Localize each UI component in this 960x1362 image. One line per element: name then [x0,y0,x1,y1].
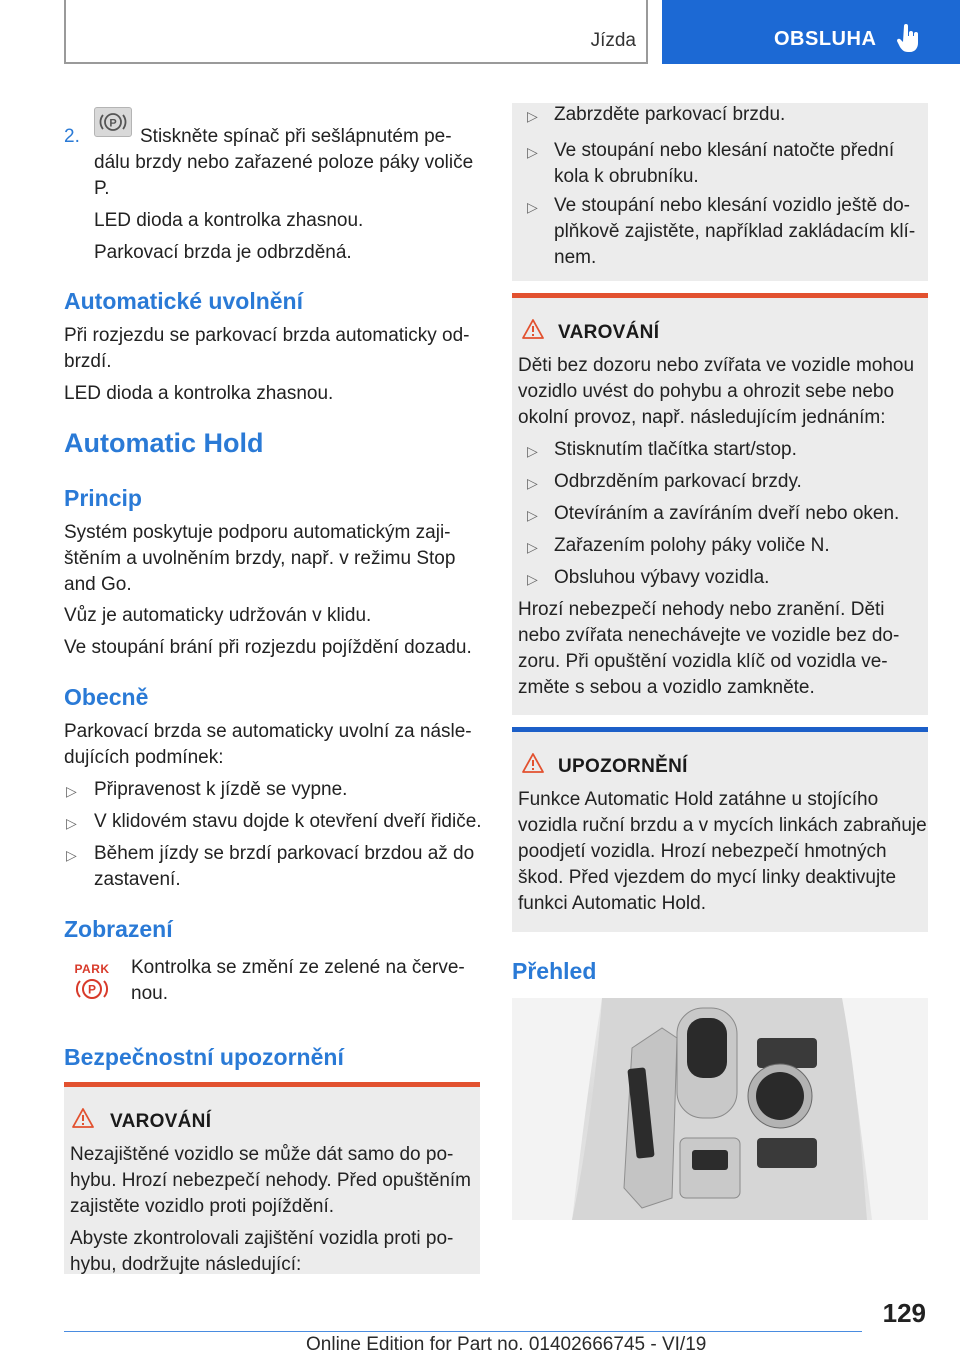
bullet-marker: ▷ [527,507,538,523]
step-line-1: Stiskněte spínač při sešlápnutém pe- [140,126,452,147]
general-bullet-2: V klidovém stavu dojde k otevření dveří řidiče. [94,811,482,832]
warning-line-1: Děti bez dozoru nebo zvířata ve vozidle mohou [518,355,915,376]
warning-bullet-5: Obsluhou výbavy vozidla. [554,567,770,588]
step-line-3: P. [94,178,110,199]
bullet-marker: ▷ [527,443,538,459]
general-line-1: Parkovací brzda se automaticky uvolní za násle- [64,721,472,742]
chapter-title: Jízda [590,30,636,51]
auto-release-line-2: brzdí. [64,351,112,372]
cont-bullet-3-line-3: nem. [554,247,597,268]
notice-title: UPOZORNĚNÍ [558,756,688,777]
notice-line-5: funkci Automatic Hold. [518,893,706,914]
cont-bullet-3-line-2: plňkově zajistěte, například zakládacím klí- [554,221,916,242]
footer-rule [64,1331,862,1332]
header-frame [64,0,648,64]
cont-bullet-1: Zabrzděte parkovací brzdu. [554,104,786,125]
cont-bullet-2-line-2: kola k obrubníku. [554,166,699,187]
warning-triangle-icon [72,1108,94,1128]
bullet-marker: ▷ [66,783,77,799]
warning-tail-1: Hrozí nebezpečí nehody nebo zranění. Děti [518,599,885,620]
warning-tail-4: změte s sebou a vozidlo zamkněte. [518,677,815,698]
general-bullet-1: Připravenost k jízdě se vypne. [94,779,348,800]
hand-pointer-icon [896,24,920,54]
warning-bullet-2: Odbrzděním parkovací brzdy. [554,471,802,492]
cont-bullet-2-line-1: Ve stoupání nebo klesání natočte přední [554,140,895,161]
safety-line-5: hybu, dodržujte následující: [70,1254,302,1275]
heading-overview: Přehled [512,958,597,984]
safety-line-4: Abyste zkontrolovali zajištění vozidla proti po- [70,1228,454,1249]
bullet-marker: ▷ [527,475,538,491]
warning-title: VAROVÁNÍ [110,1111,212,1132]
auto-release-line-1: Při rozjezdu se parkovací brzda automaticky od- [64,325,470,346]
warning-bullet-3: Otevíráním a zavíráním dveří nebo oken. [554,503,900,524]
bullet-marker: ▷ [527,144,538,160]
cont-bullet-3-line-1: Ve stoupání nebo klesání vozidlo ještě do- [554,195,910,216]
general-bullet-3-cont: zastavení. [94,869,181,890]
warning-tail-3: zoru. Při opuštění vozidla klíč od vozidla ve- [518,651,888,672]
safety-line-1: Nezajištěné vozidlo se může dát samo do po- [70,1144,454,1165]
bullet-marker: ▷ [527,199,538,215]
warning-line-3: okolní provoz, např. následujícím jednáním: [518,407,886,428]
principle-line-2: štěním a uvolněním brzdy, např. v režimu Stop [64,548,456,569]
notice-triangle-icon [522,753,544,773]
step-note-1: LED dioda a kontrolka zhasnou. [94,210,364,231]
section-tab-label: OBSLUHA [774,28,877,50]
safety-line-3: zajistěte vozidlo proti pojíždění. [70,1196,335,1217]
bullet-marker: ▷ [66,847,77,863]
bullet-marker: ▷ [527,539,538,555]
notice-line-4: škod. Před vjezdem do mycí linky deaktivujte [518,867,897,888]
footer-edition: Online Edition for Part no. 01402666745 - VI/19 [306,1334,707,1355]
parking-brake-button-icon [94,107,132,137]
step-line-2: dálu brzdy nebo zařazené poloze páky voliče [94,152,474,173]
display-line-2: nou. [131,983,168,1004]
principle-p3: Ve stoupání brání při rozjezdu pojíždění dozadu. [64,637,472,658]
auto-release-note: LED dioda a kontrolka zhasnou. [64,383,334,404]
general-bullet-3: Během jízdy se brzdí parkovací brzdou až do [94,843,475,864]
safety-line-2: hybu. Hrozí nebezpečí nehody. Před opuštěním [70,1170,472,1191]
warning-bullet-1: Stisknutím tlačítka start/stop. [554,439,797,460]
center-console-controls-picture [512,998,928,1220]
principle-p2: Vůz je automaticky udržován v klidu. [64,605,372,626]
warning-line-2: vozidlo uvést do pohybu a ohrozit sebe nebo [518,381,895,402]
heading-auto-release: Automatické uvolnění [64,288,303,314]
notice-line-1: Funkce Automatic Hold zatáhne u stojícího [518,789,879,810]
heading-principle: Princip [64,485,142,511]
heading-display: Zobrazení [64,916,173,942]
warning-triangle-icon [522,319,544,339]
svg-text:P: P [87,982,97,997]
bullet-marker: ▷ [527,571,538,587]
bullet-marker: ▷ [66,815,77,831]
step-note-2: Parkovací brzda je odbrzděná. [94,242,352,263]
step-number: 2. [64,126,80,147]
bullet-marker: ▷ [527,108,538,124]
warning-title: VAROVÁNÍ [558,322,660,343]
park-indicator-icon: PARK P [74,962,110,997]
warning-bullet-4: Zařazením polohy páky voliče N. [554,535,830,556]
svg-text:P: P [109,117,117,130]
heading-general: Obecně [64,684,149,710]
principle-line-1: Systém poskytuje podporu automatickým zaji- [64,522,451,543]
heading-automatic-hold: Automatic Hold [64,428,264,458]
heading-safety: Bezpečnostní upozornění [64,1044,344,1070]
warning-tail-2: nebo zvířata nenechávejte ve vozidle bez do- [518,625,900,646]
notice-line-2: vozidla ruční brzdu a v mycích linkách zabraňuje [518,815,927,836]
page-number: 129 [882,1298,926,1328]
display-line-1: Kontrolka se změní ze zelené na červe- [131,957,465,978]
general-line-2: dujících podmínek: [64,747,224,768]
notice-line-3: poodjetí vozidla. Hrozí nebezpečí hmotných [518,841,887,862]
section-tab[interactable] [662,0,960,64]
principle-line-3: and Go. [64,574,132,595]
